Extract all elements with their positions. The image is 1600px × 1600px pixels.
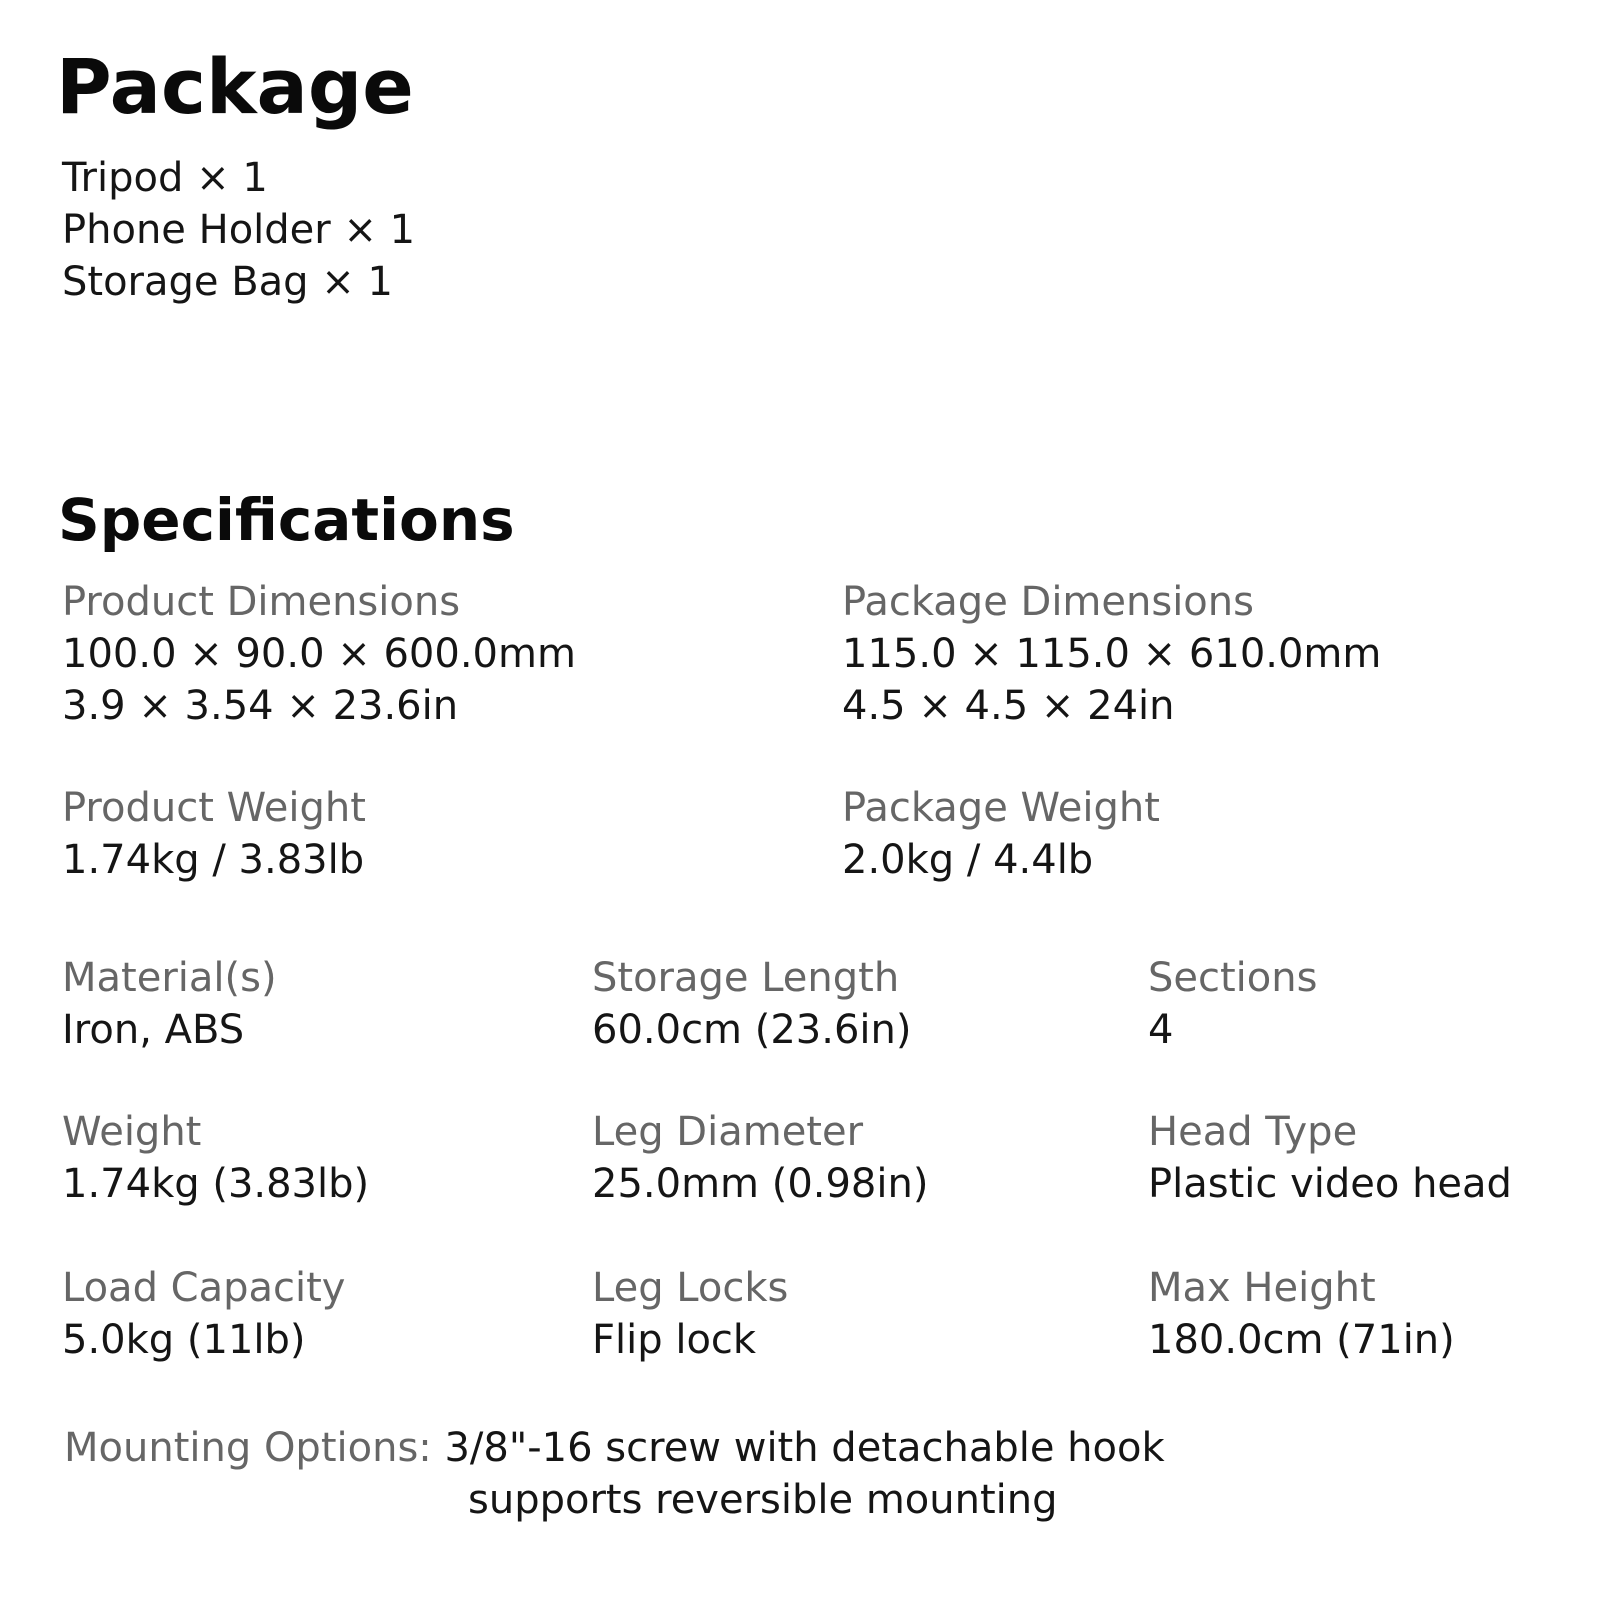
spec-package-weight: [842, 782, 1160, 886]
spec-label: Material(s): [62, 955, 277, 1001]
spec-label: Sections: [1148, 955, 1318, 1001]
spec-value-imperial: 4.5 × 4.5 × 24in: [842, 683, 1175, 729]
spec-label: Package Dimensions: [842, 579, 1254, 625]
package-contents-list: [62, 152, 415, 308]
package-item-phone-holder: Phone Holder × 1: [62, 207, 416, 253]
specifications-title: Specifications: [58, 486, 515, 554]
spec-value-imperial: 3.9 × 3.54 × 23.6in: [62, 683, 459, 729]
spec-value: 1.74kg / 3.83lb: [62, 837, 365, 883]
spec-value: 60.0cm (23.6in): [592, 1007, 912, 1053]
spec-value-metric: 115.0 × 115.0 × 610.0mm: [842, 631, 1382, 677]
spec-product-weight: [62, 782, 366, 886]
spec-sections: [1148, 952, 1317, 1056]
spec-package-dimensions: [842, 576, 1381, 732]
spec-label: Max Height: [1148, 1265, 1376, 1311]
spec-value-line-2: supports reversible mounting: [468, 1477, 1058, 1523]
spec-label: Storage Length: [592, 955, 900, 1001]
spec-value: 2.0kg / 4.4lb: [842, 837, 1094, 883]
package-title: Package: [56, 42, 414, 131]
spec-product-dimensions: [62, 576, 576, 732]
spec-value: Iron, ABS: [62, 1007, 245, 1053]
spec-label: Product Weight: [62, 785, 366, 831]
spec-value: Plastic video head: [1148, 1161, 1512, 1207]
spec-label: Package Weight: [842, 785, 1160, 831]
package-item-storage-bag: Storage Bag × 1: [62, 259, 393, 305]
spec-materials: [62, 952, 277, 1056]
spec-label: Leg Locks: [592, 1265, 789, 1311]
spec-value: 4: [1148, 1007, 1174, 1053]
spec-max-height: [1148, 1262, 1455, 1366]
spec-value-line-1: 3/8"-16 screw with detachable hook: [444, 1425, 1165, 1471]
spec-value-metric: 100.0 × 90.0 × 600.0mm: [62, 631, 576, 677]
spec-label: Mounting Options:: [64, 1425, 445, 1471]
spec-label: Head Type: [1148, 1109, 1358, 1155]
spec-leg-locks: [592, 1262, 788, 1366]
spec-label: Load Capacity: [62, 1265, 346, 1311]
spec-label: Weight: [62, 1109, 202, 1155]
spec-mounting-options: [64, 1422, 1165, 1526]
spec-load-capacity: [62, 1262, 345, 1366]
spec-storage-length: [592, 952, 911, 1056]
spec-leg-diameter: [592, 1106, 928, 1210]
spec-head-type: [1148, 1106, 1512, 1210]
spec-weight: [62, 1106, 369, 1210]
spec-value: 25.0mm (0.98in): [592, 1161, 929, 1207]
spec-value: 5.0kg (11lb): [62, 1317, 306, 1363]
spec-value: 180.0cm (71in): [1148, 1317, 1455, 1363]
spec-label: Product Dimensions: [62, 579, 461, 625]
spec-value: 1.74kg (3.83lb): [62, 1161, 370, 1207]
spec-value: Flip lock: [592, 1317, 757, 1363]
spec-label: Leg Diameter: [592, 1109, 864, 1155]
package-item-tripod: Tripod × 1: [62, 155, 268, 201]
